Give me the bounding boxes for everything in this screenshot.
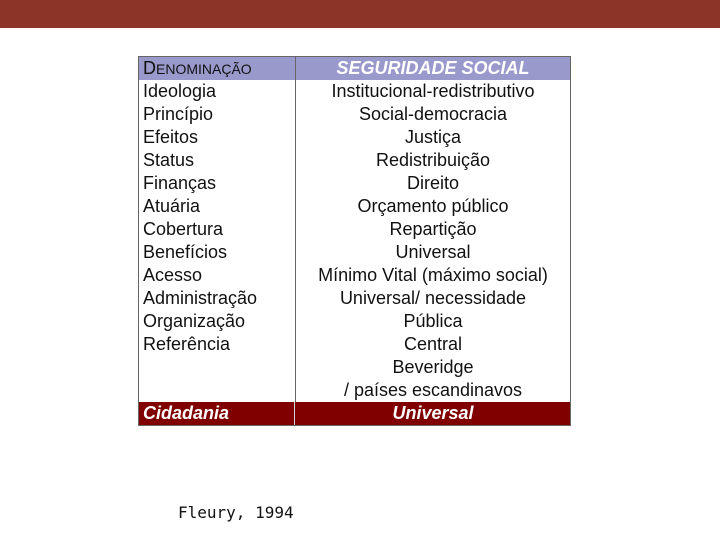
top-accent-bar <box>0 0 720 28</box>
label-status: Status <box>143 150 195 170</box>
value-cobertura: Universal <box>395 242 471 262</box>
label-acesso: Acesso <box>143 265 203 285</box>
footer-label: Cidadania <box>139 402 295 425</box>
table-footer-row <box>139 402 570 425</box>
value-financas: Orçamento público <box>357 196 509 216</box>
label-beneficios: Benefícios <box>143 242 228 262</box>
value-atuaria: Repartição <box>389 219 477 239</box>
label-efeitos: Efeitos <box>143 127 199 147</box>
label-denominacao: DENOMINAÇÃO <box>143 58 252 78</box>
source-citation: Fleury, 1994 <box>178 503 294 522</box>
value-administracao: Pública <box>403 311 463 331</box>
label-ideologia: Ideologia <box>143 81 217 101</box>
value-ideologia: Social-democracia <box>358 104 508 124</box>
label-administracao: Administração <box>143 288 258 308</box>
value-beneficios: Mínimo Vital (máximo social) <box>318 265 548 285</box>
label-atuaria: Atuária <box>143 196 201 216</box>
label-column <box>139 57 296 402</box>
value-referencia-cont: / países escandinavos <box>343 380 523 400</box>
value-organizacao: Central <box>403 334 463 354</box>
value-principio: Justiça <box>404 127 462 147</box>
value-acesso: Universal/ necessidade <box>339 288 527 308</box>
label-organizacao: Organização <box>143 311 246 331</box>
value-column <box>296 57 570 402</box>
table-header-title: SEGURIDADE SOCIAL <box>296 57 570 80</box>
label-cobertura: Cobertura <box>143 219 224 239</box>
value-referencia: Beveridge <box>392 357 474 377</box>
footer-value: Universal <box>392 403 474 423</box>
value-status: Direito <box>406 173 459 193</box>
comparison-table <box>138 56 571 426</box>
label-financas: Finanças <box>143 173 217 193</box>
value-denominacao: Institucional-redistributivo <box>331 81 535 101</box>
label-principio: Princípio <box>143 104 214 124</box>
value-efeitos: Redistribuição <box>375 150 491 170</box>
label-referencia: Referência <box>143 334 231 354</box>
